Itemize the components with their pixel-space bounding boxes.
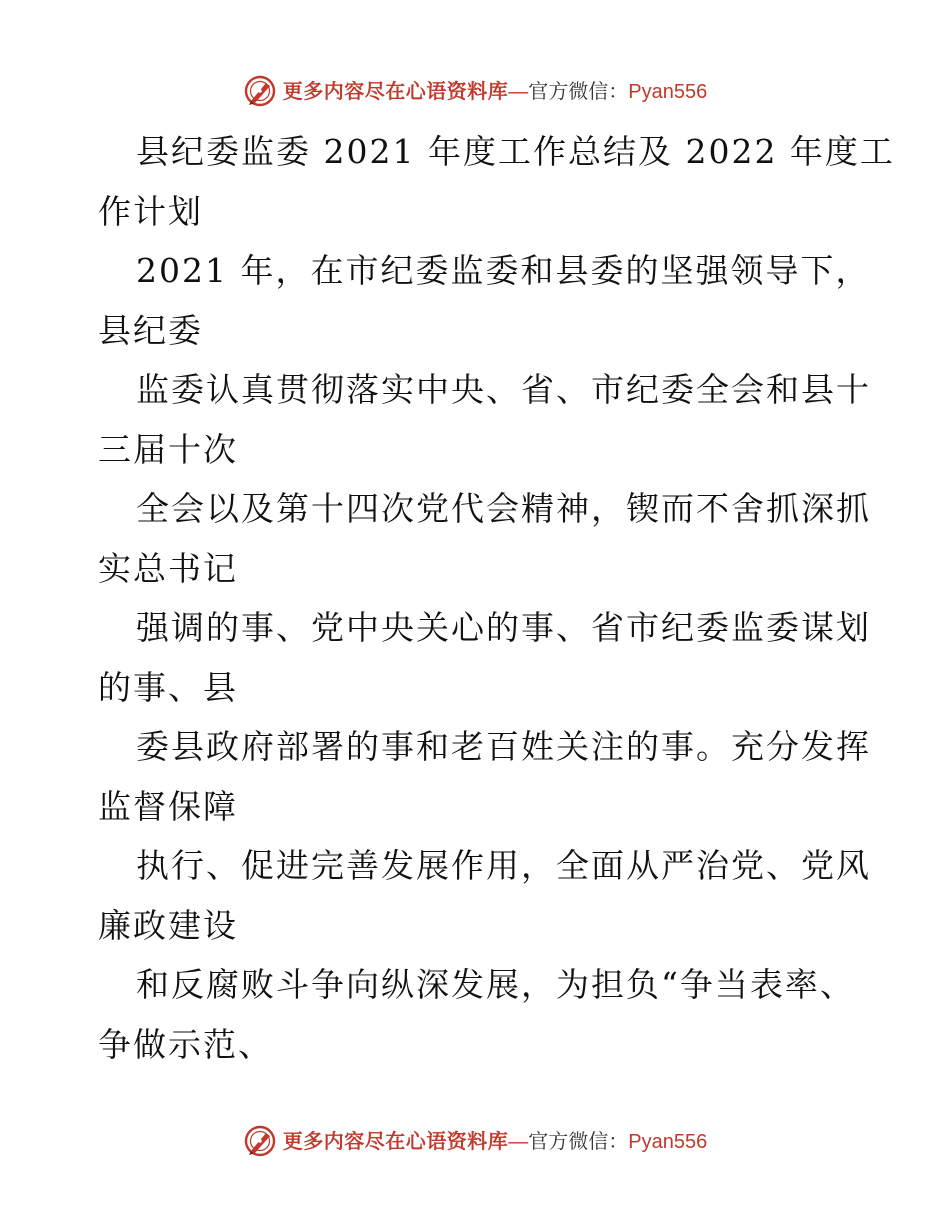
banner-brand: 更多内容尽在心语资料库	[282, 78, 509, 103]
banner-dash: —	[508, 80, 529, 103]
paragraph-line: 县纪委	[98, 310, 203, 350]
paragraph-line: 执行、促进完善发展作用，全面从严治党、党风	[136, 846, 871, 885]
paragraph-line: 实总书记	[98, 548, 238, 588]
footer-banner	[0, 1121, 950, 1161]
header-banner	[0, 71, 950, 111]
paragraph-line: 全会以及第十四次党代会精神，锲而不舍抓深抓	[136, 489, 871, 528]
pen-logo-icon	[243, 1124, 277, 1158]
banner-handle: Pyan556	[628, 1130, 708, 1153]
paragraph-line: 争做示范、	[98, 1024, 273, 1064]
paragraph-line: 和反腐败斗争向纵深发展，为担负“争当表率、	[136, 965, 855, 1004]
banner-content	[243, 74, 707, 108]
banner-contact-label: 官方微信：	[528, 78, 629, 103]
banner-dash: —	[508, 1130, 529, 1153]
banner-text	[282, 78, 708, 103]
paragraph-line: 三届十次	[98, 429, 238, 469]
banner-contact-label: 官方微信：	[528, 1128, 629, 1153]
pen-logo-icon	[243, 74, 277, 108]
paragraph-line: 廉政建设	[98, 905, 238, 945]
banner-handle: Pyan556	[628, 80, 708, 103]
banner-text	[282, 1128, 708, 1153]
document-title-line-2: 作计划	[98, 191, 203, 231]
paragraph-line: 强调的事、党中央关心的事、省市纪委监委谋划	[136, 608, 871, 647]
paragraph-line: 委县政府部署的事和老百姓关注的事。充分发挥	[136, 727, 871, 766]
document-title-line-1: 县纪委监委 2021 年度工作总结及 2022 年度工	[136, 132, 895, 171]
banner-content	[243, 1124, 707, 1158]
paragraph-line: 监督保障	[98, 786, 238, 826]
paragraph-line: 2021 年，在市纪委监委和县委的坚强领导下，	[136, 251, 871, 290]
paragraph-line: 监委认真贯彻落实中央、省、市纪委全会和县十	[136, 370, 871, 409]
paragraph-line: 的事、县	[98, 667, 238, 707]
banner-brand: 更多内容尽在心语资料库	[282, 1128, 509, 1153]
document-body	[98, 122, 895, 1074]
